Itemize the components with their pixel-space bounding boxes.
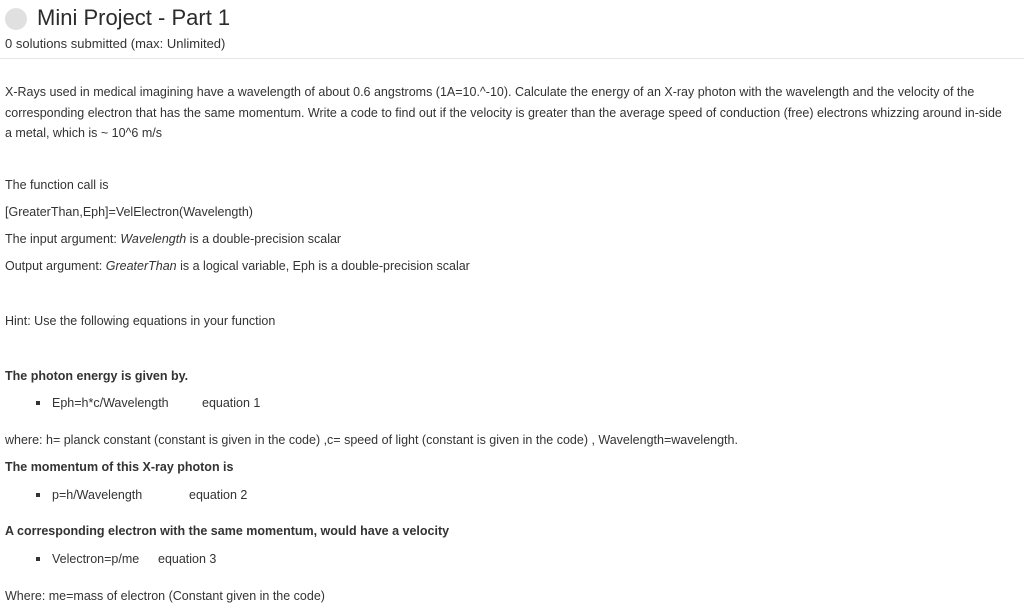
equation-2-label: equation 2 bbox=[189, 488, 248, 502]
output-variable: GreaterThan bbox=[105, 259, 177, 273]
equation-3: Velectron=p/me bbox=[52, 552, 140, 566]
equation-3-item bbox=[36, 549, 336, 569]
submission-count: 0 solutions submitted (max: Unlimited) bbox=[5, 36, 226, 51]
input-suffix: is a double-precision scalar bbox=[186, 232, 342, 246]
problem-header bbox=[0, 0, 1024, 59]
problem-description: X-Rays used in medical imagining have a wavelength of about 0.6 angstroms (1A=10.^-10). Calculate the energy of an X-ray photon with the wavelength and the velocity of the corresponding electron that has the same momentum. Write a code to find out if the velocity is greater than the average speed of conduction (free) electrons whizzing around in-side a metal, which is ~ 10^6 m/s bbox=[5, 85, 1002, 140]
bullet-icon bbox=[36, 557, 40, 561]
input-argument-text bbox=[5, 229, 341, 249]
equation-1: Eph=h*c/Wavelength bbox=[52, 396, 169, 410]
output-prefix: Output argument: bbox=[5, 259, 106, 273]
output-suffix: is a logical variable, Eph is a double-precision scalar bbox=[176, 259, 470, 273]
input-prefix: The input argument: bbox=[5, 232, 121, 246]
where-constants-text: where: h= planck constant (constant is given in the code) ,c= speed of light (constant is given in the code) , Wavelength=wavelength. bbox=[5, 433, 738, 447]
bullet-icon bbox=[36, 401, 40, 405]
equation-2-item bbox=[36, 485, 336, 505]
function-call-signature: [GreaterThan,Eph]=VelElectron(Wavelength) bbox=[5, 205, 253, 219]
electron-velocity-heading: A corresponding electron with the same momentum, would have a velocity bbox=[5, 524, 450, 538]
equation-1-item bbox=[36, 393, 336, 413]
equation-1-label: equation 1 bbox=[202, 396, 261, 410]
solution-status-icon bbox=[5, 8, 27, 30]
photon-energy-heading: The photon energy is given by. bbox=[5, 369, 189, 383]
hint-text: Hint: Use the following equations in your function bbox=[5, 314, 276, 328]
input-variable: Wavelength bbox=[120, 232, 187, 246]
momentum-heading: The momentum of this X-ray photon is bbox=[5, 460, 234, 474]
where-mass-text: Where: me=mass of electron (Constant given in the code) bbox=[5, 589, 325, 603]
equation-3-label: equation 3 bbox=[158, 552, 217, 566]
function-call-label: The function call is bbox=[5, 178, 109, 192]
output-argument-text bbox=[5, 256, 470, 276]
bullet-icon bbox=[36, 493, 40, 497]
page-title: Mini Project - Part 1 bbox=[37, 5, 231, 30]
equation-2: p=h/Wavelength bbox=[52, 488, 143, 502]
